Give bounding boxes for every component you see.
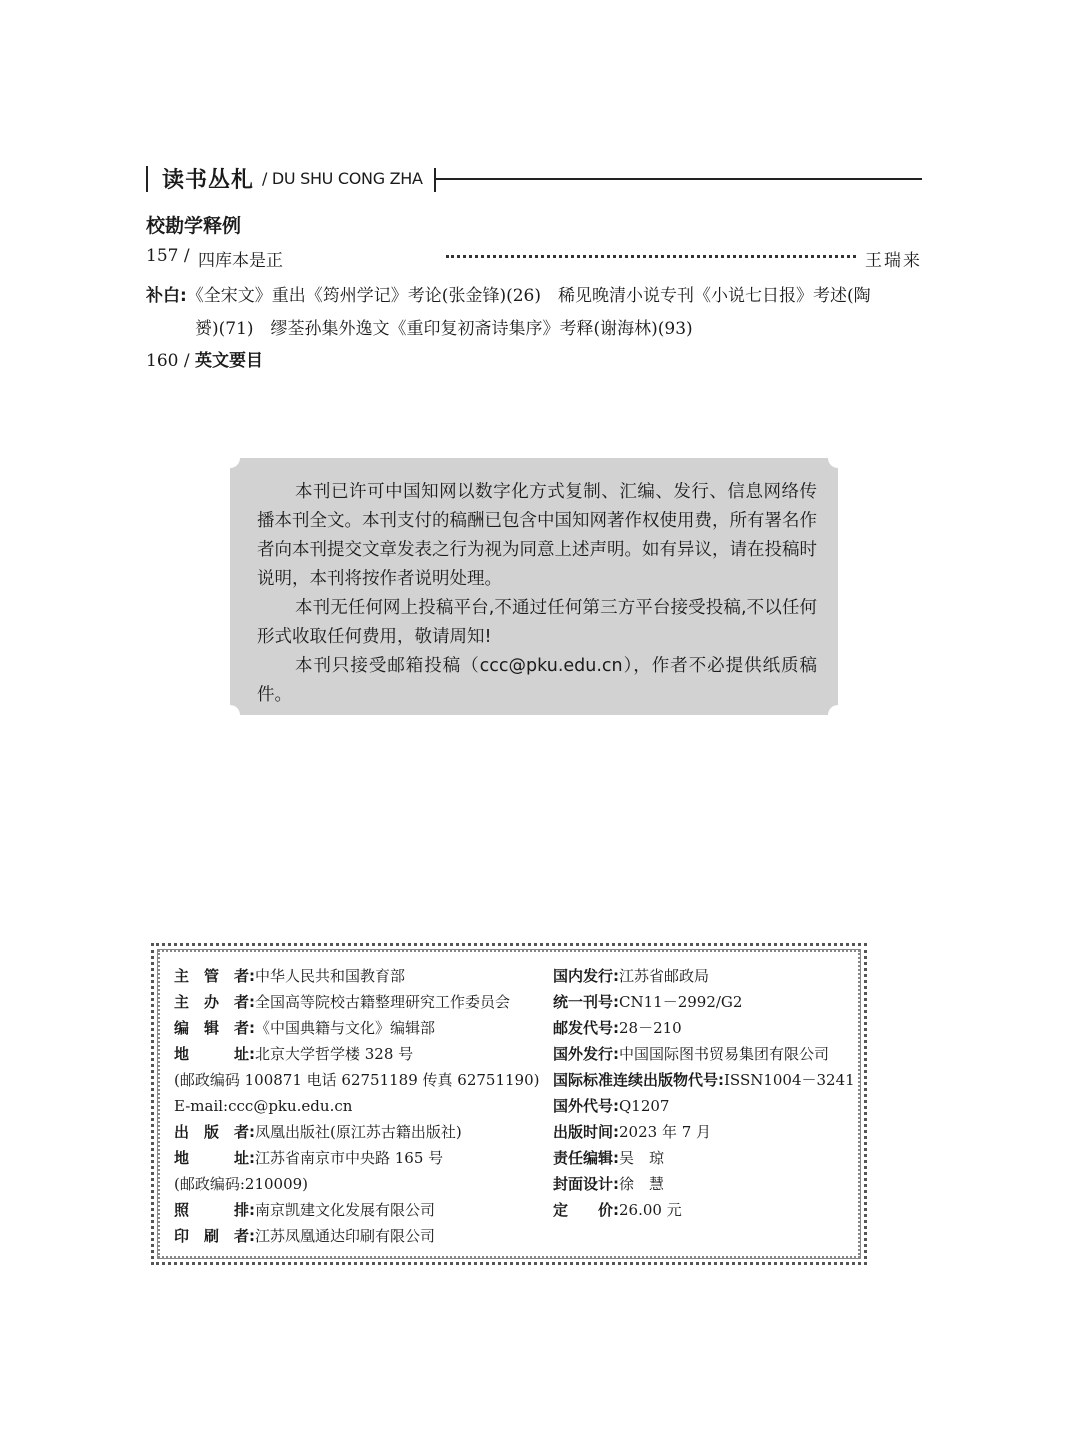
- category-title: 校勘学释例: [146, 215, 242, 237]
- info-row: 出版时间:2023 年 7 月: [553, 1123, 712, 1141]
- toc-page-number: 160 /: [146, 351, 190, 371]
- section-title-en: / DU SHU CONG ZHA: [262, 169, 423, 188]
- info-row: 照 排:南京凯建文化发展有限公司: [174, 1201, 436, 1219]
- info-row: [174, 1093, 544, 1119]
- toc-title: 英文要目: [195, 351, 263, 371]
- publication-info-right: [553, 963, 853, 1223]
- toc-page-number: 157 /: [146, 246, 190, 266]
- toc-leader-dots: [446, 255, 856, 258]
- info-row: 编 辑 者:《中国典籍与文化》编辑部: [174, 1019, 436, 1037]
- info-row: 出 版 者:凤凰出版社(原江苏古籍出版社): [174, 1123, 462, 1141]
- info-row: (邮政编码:210009): [174, 1175, 309, 1193]
- supplement-line-2: 赟)(71) 缪荃孙集外逸文《重印复初斋诗集序》考释(谢海林)(93): [195, 319, 693, 339]
- info-row: 责任编辑:吴 琼: [553, 1149, 665, 1167]
- section-title-cn: 读书丛札: [162, 167, 255, 193]
- header-bar: [146, 166, 148, 192]
- info-row: 国外发行:中国国际图书贸易集团有限公司: [553, 1045, 830, 1063]
- info-row: 主 办 者:全国高等院校古籍整理研究工作委员会: [174, 993, 511, 1011]
- corner-cutout: [828, 448, 848, 468]
- supplement-block: [146, 280, 922, 346]
- info-row: 地 址:江苏省南京市中央路 165 号: [174, 1149, 444, 1167]
- toc-entry-english[interactable]: [146, 346, 263, 371]
- corner-cutout: [220, 705, 240, 725]
- info-row: 主 管 者:中华人民共和国教育部: [174, 967, 406, 985]
- section-header: [146, 164, 922, 196]
- info-row: 地 址:北京大学哲学楼 328 号: [174, 1045, 414, 1063]
- info-row: (邮政编码 100871 电话 62751189 传真 62751190): [174, 1071, 540, 1089]
- corner-cutout: [220, 448, 240, 468]
- info-row: 国际标准连续出版物代号:ISSN1004－3241: [553, 1071, 855, 1089]
- header-rule: [434, 178, 922, 180]
- publication-info-left: [174, 963, 544, 1249]
- info-row: 国内发行:江苏省邮政局: [553, 967, 710, 985]
- toc-entry[interactable]: [146, 246, 922, 272]
- corner-cutout: [828, 705, 848, 725]
- info-row: 国外代号:Q1207: [553, 1097, 670, 1115]
- toc-author: 王瑞来: [865, 251, 922, 271]
- info-row: 统一刊号:CN11－2992/G2: [553, 993, 743, 1011]
- copyright-notice-box: [230, 458, 838, 715]
- supplement-label: 补白:: [146, 286, 187, 306]
- notice-paragraph-3: 本刊只接受邮箱投稿（ccc@pku.edu.cn），作者不必提供纸质稿件。: [257, 656, 817, 705]
- info-row: 邮发代号:28－210: [553, 1019, 682, 1037]
- notice-paragraph-1: 本刊已许可中国知网以数字化方式复制、汇编、发行、信息网络传播本刊全文。本刊支付的稿酬已包含中国知网著作权使用费，所有署名作者向本刊提交文章发表之行为视为同意上述声明。如有异议，请在投稿时说明，本刊将按作者说明处理。: [257, 482, 817, 589]
- info-row: 定 价:26.00 元: [553, 1201, 682, 1219]
- toc-title: 四库本是正: [198, 251, 283, 271]
- supplement-line-1: 《全宋文》重出《筠州学记》考论(张金锋)(26) 稀见晚清小说专刊《小说七日报》考述(陶: [186, 286, 871, 306]
- notice-paragraph-2: 本刊无任何网上投稿平台,不通过任何第三方平台接受投稿,不以任何形式收取任何费用，敬请周知!: [257, 598, 817, 647]
- info-row: 封面设计:徐 慧: [553, 1175, 665, 1193]
- email-text[interactable]: E-mail:ccc@pku.edu.cn: [174, 1097, 353, 1115]
- info-row: 印 刷 者:江苏凤凰通达印刷有限公司: [174, 1227, 436, 1245]
- header-bar-right: [434, 168, 436, 192]
